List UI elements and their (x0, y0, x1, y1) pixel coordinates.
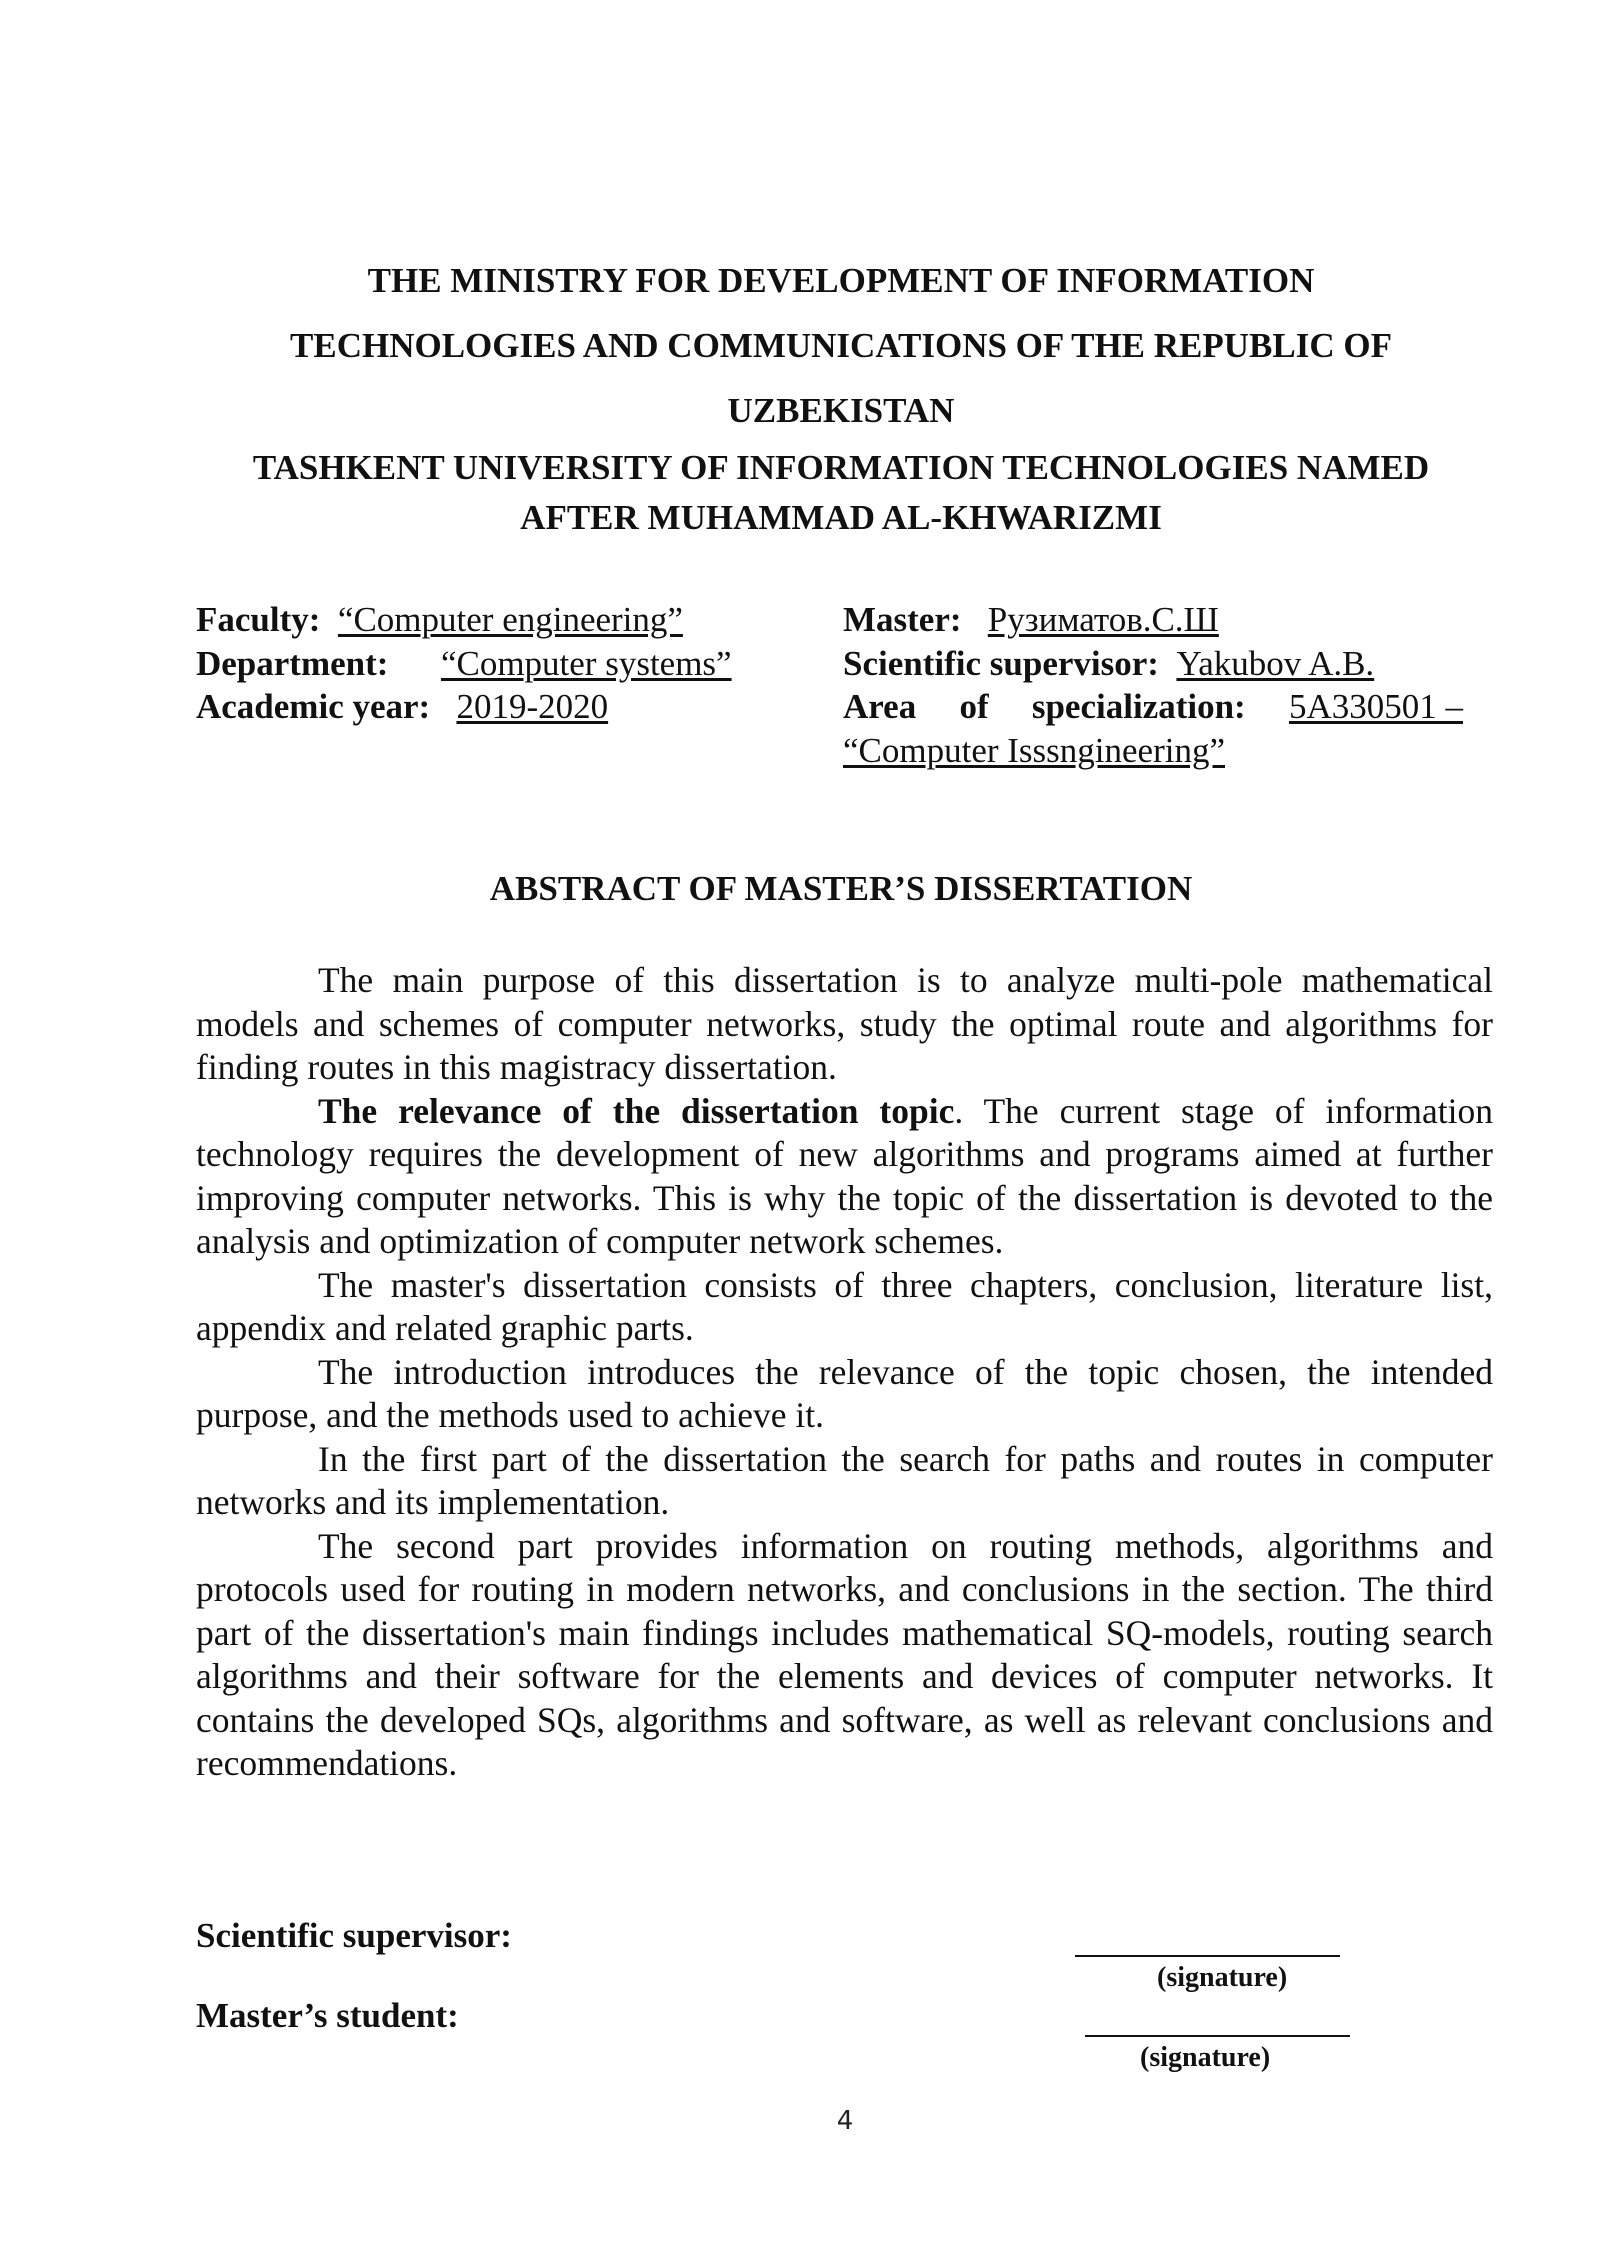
ministry-line-2: TECHNOLOGIES AND COMMUNICATIONS OF THE REPUBLIC OF (290, 326, 1392, 365)
supervisor-signature-line (1075, 1955, 1340, 1957)
university-line-1: TASHKENT UNIVERSITY OF INFORMATION TECHNOLOGIES NAMED (252, 448, 1430, 487)
document-header (196, 248, 1486, 543)
supervisor-value: Yakubov A.B. (1176, 643, 1375, 683)
master-row (843, 598, 1463, 642)
specialization-value-row (843, 729, 1463, 773)
master-value: Рузиматов.С.Ш (987, 600, 1219, 639)
relevance-text: . The current stage of information technology requires the development of new algorithms and programs aimed at further improving computer networks. This is why the topic of the dissertation is devoted to the analysis and optimization of computer network schemes. (196, 1090, 1493, 1261)
relevance-heading: The relevance of the dissertation topic (318, 1090, 955, 1131)
student-signature-line (1085, 2035, 1350, 2037)
specialization-label-word-1: Area (843, 687, 917, 726)
supervisor-signature-label: Scientific supervisor: (196, 1916, 512, 1955)
ministry-name (196, 248, 1486, 443)
paragraph-second-third-part: The second part provides information on routing methods, algorithms and protocols used for routing in modern networks, and conclusions in the section. The third part of the dissertation's main findings includes mathematical SQ-models, routing search algorithms and their software for the elements and devices of computer networks. It contains the developed SQs, algorithms and software, as well as relevant conclusions and recommendations. (196, 1525, 1493, 1783)
specialization-label-word-2: of (959, 687, 989, 726)
paragraph-purpose: The main purpose of this dissertation is to analyze multi-pole mathematical models and schemes of computer networks, study the optimal route and algorithms for finding routes in this magistracy dissertation. (196, 960, 1493, 1087)
supervisor-signature-caption: (signature) (1157, 1962, 1288, 1993)
specialization-value: “Computer Isssngineering” (843, 730, 1225, 770)
specialization-label-word-3: specialization: (1031, 687, 1246, 726)
paragraph-first-part: In the first part of the dissertation the search for paths and routes in computer networks and its implementation. (196, 1438, 1493, 1522)
student-signature-label: Master’s student: (196, 1996, 459, 2035)
paragraph-introduction: The introduction introduces the relevance of the topic chosen, the intended purpose, and the methods used to achieve it. (196, 1351, 1493, 1435)
specialization-code: 5A330501 – (1288, 687, 1463, 726)
university-name (196, 443, 1486, 543)
supervisor-label: Scientific supervisor: (843, 643, 1159, 683)
department-value: “Computer systems” (440, 643, 732, 683)
ministry-line-1: THE MINISTRY FOR DEVELOPMENT OF INFORMATION (367, 261, 1315, 300)
abstract-body (196, 959, 1493, 1786)
info-left-column (196, 598, 796, 729)
abstract-title: ABSTRACT OF MASTER’S DISSERTATION (489, 869, 1193, 908)
department-row (196, 642, 796, 686)
page-number: 4 (836, 2106, 854, 2136)
paragraph-structure: The master's dissertation consists of three chapters, conclusion, literature list, appendix and related graphic parts. (196, 1264, 1493, 1348)
specialization-row (843, 685, 1463, 729)
academic-year-row (196, 685, 796, 729)
department-label: Department: (196, 643, 389, 683)
academic-year-value: 2019-2020 (456, 687, 609, 726)
faculty-label: Faculty: (196, 600, 321, 639)
supervisor-row (843, 642, 1463, 686)
info-right-column (843, 598, 1463, 772)
paragraph-relevance (196, 1090, 1493, 1264)
university-line-2: AFTER MUHAMMAD AL-KHWARIZMI (520, 498, 1162, 537)
student-signature-caption: (signature) (1140, 2042, 1271, 2073)
master-label: Master: (843, 600, 962, 639)
faculty-row (196, 598, 796, 642)
ministry-line-3: UZBEKISTAN (727, 391, 955, 430)
faculty-value: “Computer engineering” (337, 600, 683, 639)
academic-year-label: Academic year: (196, 687, 431, 726)
